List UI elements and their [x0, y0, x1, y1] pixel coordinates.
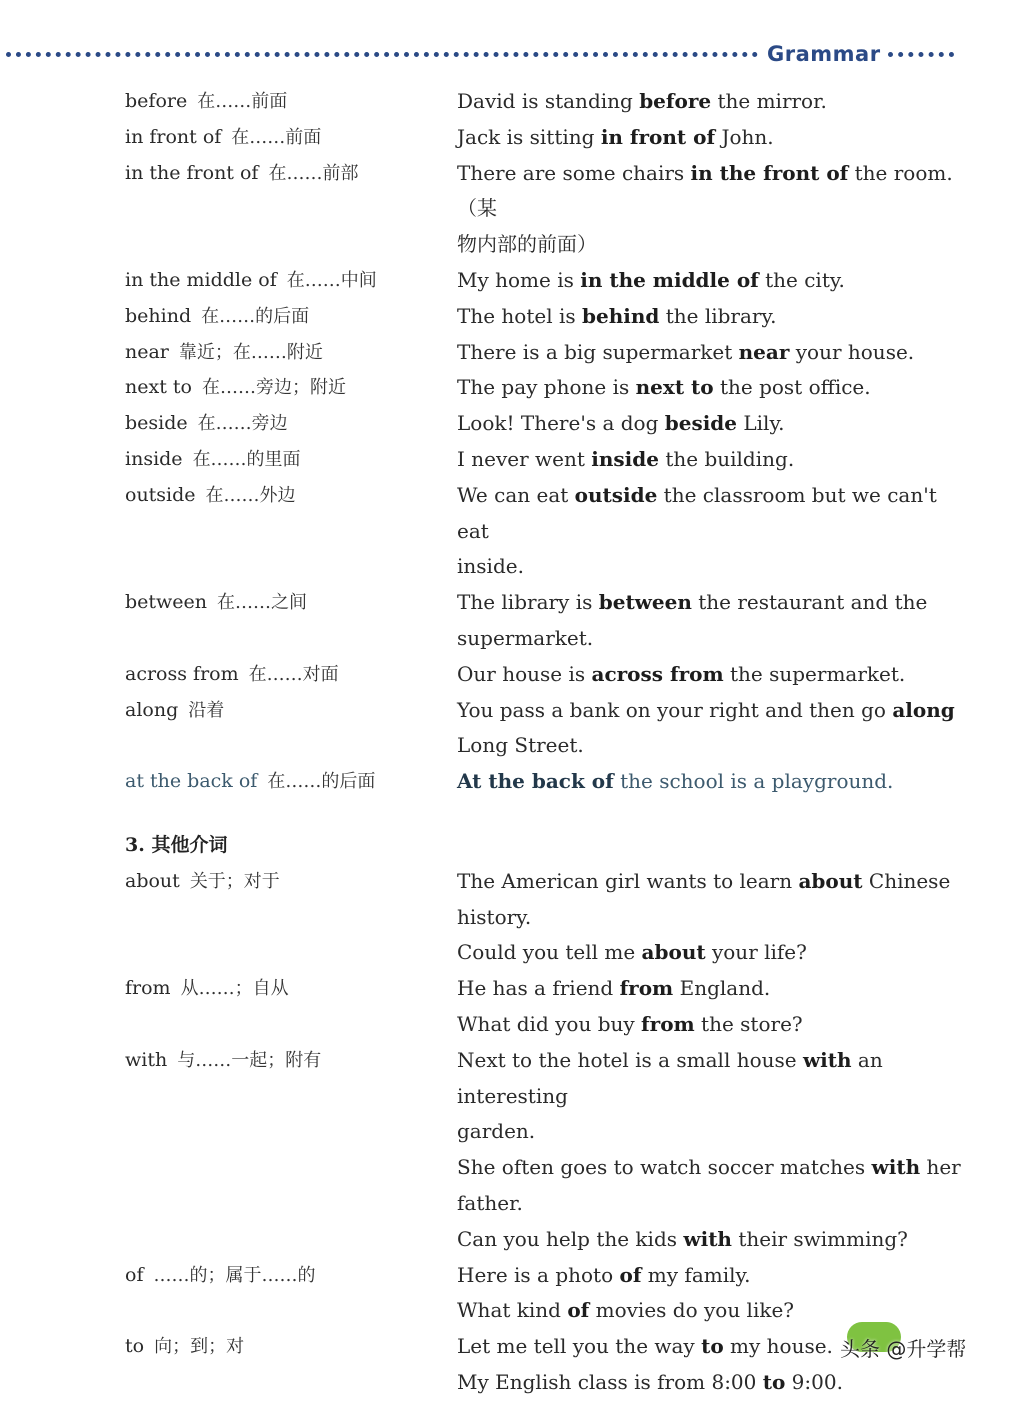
term-chinese: 靠近；在……附近 [178, 341, 323, 363]
term-chinese: 在……之间 [217, 592, 308, 614]
example-sentences [457, 585, 969, 657]
preposition-list-place [0, 84, 1024, 800]
term-chinese: 与……一起；附有 [177, 1049, 322, 1071]
example-text: garden. [457, 1119, 536, 1144]
example-text: the restaurant and the [691, 590, 928, 615]
term-english: next to [125, 376, 192, 399]
header-dotted-rule-end [888, 52, 954, 57]
example-keyword: with [802, 1047, 852, 1072]
preposition-row [0, 299, 1024, 335]
example-text: movies do you like? [589, 1298, 795, 1323]
example-keyword: outside [574, 482, 658, 507]
example-sentences [457, 156, 969, 263]
term-chinese: 在……的后面 [267, 771, 376, 793]
preposition-term [0, 84, 457, 120]
example-sentences [457, 370, 969, 406]
example-text: inside. [457, 554, 524, 579]
example-line [457, 227, 969, 263]
example-text: My home is [457, 267, 581, 292]
term-chinese: 在……的里面 [192, 448, 301, 470]
example-keyword: At the back of [457, 769, 614, 794]
term-chinese: 在……的后面 [201, 305, 310, 327]
example-text: The library is [457, 590, 599, 615]
preposition-row [0, 764, 1024, 800]
preposition-term [0, 1258, 457, 1330]
term-english: about [125, 869, 180, 892]
header-dotted-rule [6, 52, 758, 57]
example-keyword: inside [591, 446, 659, 471]
example-text: the library. [659, 303, 777, 328]
example-text: the classroom but we can't eat [457, 482, 937, 543]
example-text: David is standing [457, 89, 640, 113]
preposition-term [0, 370, 457, 406]
term-english: in the front of [125, 161, 259, 184]
example-line [457, 728, 969, 764]
example-keyword: to [762, 1369, 786, 1394]
example-text: Can you help the kids [457, 1226, 684, 1251]
preposition-row [0, 120, 1024, 156]
example-keyword: of [567, 1298, 590, 1323]
term-chinese: ……的；属于……的 [153, 1264, 316, 1286]
example-keyword: of [619, 1262, 642, 1287]
example-text: The hotel is [457, 303, 582, 328]
example-text: the store? [694, 1011, 803, 1036]
example-sentences [457, 442, 969, 478]
example-text: Chinese [862, 868, 951, 893]
preposition-term [0, 1043, 457, 1258]
preposition-term [0, 585, 457, 657]
example-text: the city. [758, 267, 845, 292]
example-text: my house. [723, 1334, 833, 1359]
example-line [457, 764, 969, 800]
example-text: Long Street. [457, 733, 584, 758]
example-line [457, 299, 969, 335]
example-text: Next to the hotel is a small house [457, 1047, 803, 1072]
example-sentences [457, 764, 969, 800]
term-english: with [125, 1048, 168, 1071]
example-keyword: about [798, 868, 863, 893]
term-chinese: 在……前部 [268, 162, 359, 184]
example-keyword: beside [664, 411, 738, 436]
example-text: father. [457, 1190, 523, 1215]
preposition-row [0, 478, 1024, 585]
example-sentences [457, 406, 969, 442]
example-text: history. [457, 904, 532, 929]
example-text: 物内部的前面） [457, 232, 597, 257]
example-sentences [457, 478, 969, 585]
example-text: There are some chairs [457, 160, 691, 185]
example-keyword: with [871, 1155, 921, 1180]
example-line [457, 657, 969, 693]
example-sentences [457, 864, 969, 971]
example-sentences [457, 657, 969, 693]
example-text: supermarket. [457, 625, 594, 650]
example-text: Here is a photo [457, 1262, 620, 1287]
example-line [457, 84, 969, 120]
example-text: My English class is from 8:00 [457, 1369, 763, 1394]
example-line [457, 1222, 969, 1258]
section-title: 3. 其他介词 [125, 833, 228, 856]
example-text: The pay phone is [457, 375, 636, 400]
term-chinese: 在……旁边；附近 [201, 377, 346, 399]
example-sentences [457, 120, 969, 156]
term-english: behind [125, 304, 192, 327]
example-text: John. [715, 124, 774, 149]
preposition-term [0, 299, 457, 335]
preposition-row [0, 657, 1024, 693]
preposition-row [0, 585, 1024, 657]
example-text: We can eat [457, 482, 575, 507]
example-text: her [920, 1155, 961, 1180]
example-text: your life? [705, 940, 807, 965]
example-text: an interesting [457, 1047, 883, 1108]
example-text: their swimming? [731, 1226, 908, 1251]
example-line [457, 549, 969, 585]
example-text: the mirror. [711, 89, 827, 113]
example-text: my family. [641, 1262, 751, 1287]
example-text: Could you tell me [457, 940, 642, 965]
grammar-content [0, 84, 1024, 1401]
example-sentences [457, 1258, 969, 1330]
example-keyword: before [639, 89, 712, 113]
preposition-row [0, 406, 1024, 442]
example-line [457, 585, 969, 621]
example-text: Jack is sitting [457, 124, 601, 149]
preposition-row [0, 693, 1024, 765]
example-sentences [457, 335, 969, 371]
term-english: outside [125, 483, 196, 506]
example-keyword: from [641, 1011, 695, 1036]
example-keyword: between [598, 590, 692, 615]
example-text: Let me tell you the way [457, 1334, 702, 1359]
example-sentences [457, 263, 969, 299]
example-line [457, 935, 969, 971]
example-line [457, 900, 969, 936]
example-keyword: with [683, 1226, 732, 1251]
term-english: beside [125, 412, 188, 435]
example-keyword: behind [581, 303, 660, 328]
example-line [457, 1150, 969, 1186]
example-text: Lily. [737, 411, 785, 436]
example-text: your house. [789, 339, 915, 364]
example-sentences [457, 84, 969, 120]
example-keyword: to [701, 1334, 724, 1359]
example-line [457, 156, 969, 228]
term-chinese: 在……外边 [205, 484, 296, 506]
example-line [457, 1114, 969, 1150]
example-text: What kind [457, 1298, 568, 1323]
preposition-term [0, 156, 457, 263]
example-line [457, 406, 969, 442]
preposition-row [0, 971, 1024, 1043]
example-line [457, 442, 969, 478]
term-english: in front of [125, 125, 222, 148]
term-english: inside [125, 447, 183, 470]
term-english: at the back of [125, 770, 258, 793]
example-keyword: along [892, 697, 955, 722]
preposition-row [0, 370, 1024, 406]
preposition-term [0, 263, 457, 299]
preposition-term [0, 1329, 457, 1401]
example-keyword: near [738, 339, 790, 364]
example-line [457, 864, 969, 900]
example-line [457, 370, 969, 406]
example-text: 9:00. [785, 1369, 843, 1394]
page-header [0, 40, 1024, 74]
term-chinese: 沿着 [188, 699, 225, 721]
example-line [457, 971, 969, 1007]
example-text: He has a friend [457, 976, 620, 1001]
example-text: The American girl wants to learn [457, 868, 799, 893]
example-sentences [457, 299, 969, 335]
term-chinese: 向；到；对 [154, 1336, 245, 1358]
term-chinese: 在……前面 [197, 91, 288, 112]
example-keyword: about [641, 940, 706, 965]
example-line [457, 1258, 969, 1294]
term-chinese: 在……对面 [248, 663, 339, 685]
example-text: England. [673, 976, 771, 1001]
example-keyword: in the front of [690, 160, 849, 185]
example-keyword: in front of [600, 124, 716, 149]
example-text: I never went [457, 446, 592, 471]
example-text: the room.（某 [457, 160, 953, 221]
term-english: of [125, 1263, 144, 1286]
example-keyword: in the middle of [580, 267, 759, 292]
example-line [457, 335, 969, 371]
example-sentences [457, 1043, 969, 1258]
example-keyword: across from [591, 661, 724, 686]
preposition-term [0, 764, 457, 800]
preposition-term [0, 406, 457, 442]
example-text: the supermarket. [723, 661, 906, 686]
example-line [457, 263, 969, 299]
example-sentences [457, 693, 969, 765]
watermark: 头条 @升学帮 [840, 1337, 967, 1361]
term-english: near [125, 340, 169, 363]
example-text: the school is a playground. [613, 769, 894, 794]
example-text: You pass a bank on your right and then go [457, 697, 893, 722]
example-line [457, 1043, 969, 1115]
term-english: across from [125, 662, 239, 685]
preposition-term [0, 657, 457, 693]
example-keyword: from [619, 976, 674, 1001]
section-heading: Grammar [767, 42, 881, 66]
term-english: from [125, 977, 171, 1000]
example-text: Our house is [457, 661, 592, 686]
preposition-list-other [0, 864, 1024, 1401]
preposition-term [0, 120, 457, 156]
preposition-term [0, 864, 457, 971]
preposition-row [0, 84, 1024, 120]
example-keyword: next to [635, 375, 714, 400]
example-text: the building. [658, 446, 795, 471]
preposition-row [0, 864, 1024, 971]
term-chinese: 从……；自从 [180, 978, 289, 1000]
example-text: the post office. [713, 375, 871, 400]
example-text: Look! There's a dog [457, 411, 665, 436]
preposition-term [0, 442, 457, 478]
preposition-row [0, 1043, 1024, 1258]
example-text: What did you buy [457, 1011, 642, 1036]
example-sentences [457, 971, 969, 1043]
example-line [457, 478, 969, 550]
example-line [457, 693, 969, 729]
example-line [457, 1365, 969, 1401]
term-chinese: 关于；对于 [189, 870, 280, 892]
preposition-row [0, 156, 1024, 263]
example-text: There is a big supermarket [457, 339, 739, 364]
preposition-term [0, 335, 457, 371]
term-english: along [125, 698, 179, 721]
example-text: She often goes to watch soccer matches [457, 1155, 872, 1180]
term-english: between [125, 591, 208, 614]
preposition-row [0, 335, 1024, 371]
term-chinese: 在……旁边 [197, 413, 288, 435]
preposition-term [0, 478, 457, 585]
term-english: in the middle of [125, 268, 277, 291]
preposition-term [0, 693, 457, 765]
term-chinese: 在……前面 [231, 126, 322, 148]
example-line [457, 1007, 969, 1043]
example-line [457, 1186, 969, 1222]
example-line [457, 120, 969, 156]
term-english: before [125, 90, 188, 112]
preposition-row [0, 263, 1024, 299]
term-chinese: 在……中间 [286, 269, 377, 291]
preposition-term [0, 971, 457, 1043]
example-line [457, 621, 969, 657]
preposition-row [0, 442, 1024, 478]
term-english: to [125, 1335, 145, 1358]
preposition-row [0, 1258, 1024, 1330]
